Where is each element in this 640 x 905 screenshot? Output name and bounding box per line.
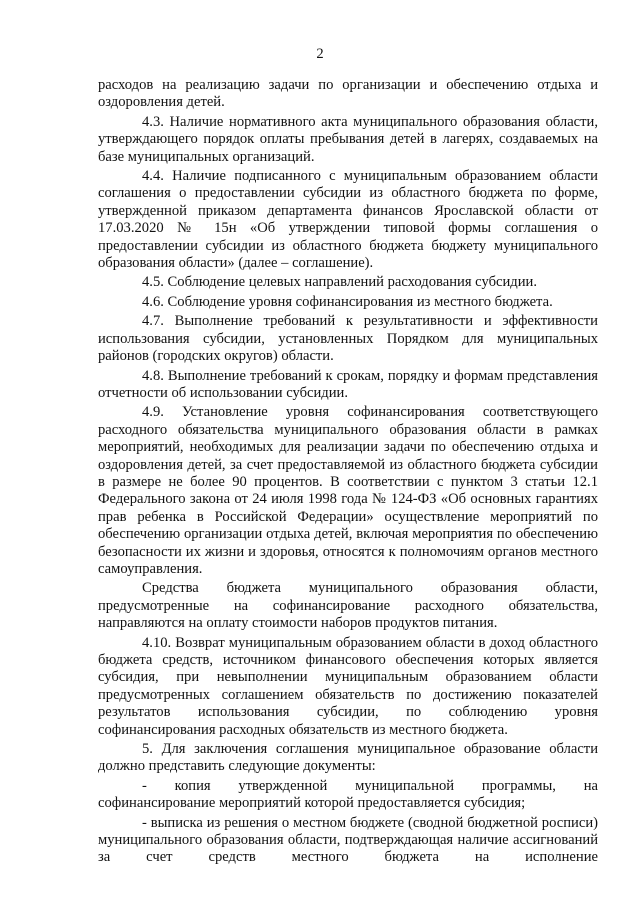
paragraph-4-5: 4.5. Соблюдение целевых направлений расходования субсидии. <box>142 274 537 291</box>
paragraph-4-9: 4.9. Установление уровня софинансирования соответствующего расходного обязательства муниципального образования области в рамках мероприятий, необходимых для реализации задачи по обеспечению отдыха и оздоровления детей, за счет предоставляемой из областного бюджета субсидии в размере не более 90 процентов. В соответствии с пунктом 3 статьи 12.1 Федерального закона от 24 июля 1998 года № 124-ФЗ «Об основных гарантиях прав ребенка в Российской Федерации» осуществление мероприятий по обеспечению организации отдыха детей, включая мероприятия по обеспечению безопасности их жизни и здоровья, относятся к полномочиям органов местного самоуправления. <box>98 404 598 577</box>
paragraph-4-10: 4.10. Возврат муниципальным образованием области в доход областного бюджета средств, источником финансового обеспечения которых является субсидия, при невыполнении муниципальным образованием области предусмотренных соглашением обязательств по достижению показателей результатов использования субсидии, по соблюдению уровня софинансирования расходных обязательств из местного бюджета. <box>98 634 598 738</box>
paragraph-4-4: 4.4. Наличие подписанного с муниципальным образованием области соглашения о предоставлении субсидии из областного бюджета по форме, утвержденной приказом департамента финансов Ярославской области от 17.03.2020 № 15н «Об утверждении типовой формы соглашения о предоставлении субсидии из областного бюджета бюджету муниципального образования области» (далее – соглашение). <box>98 168 598 272</box>
paragraph-4-6: 4.6. Соблюдение уровня софинансирования из местного бюджета. <box>142 293 553 310</box>
list-item-program-copy: - копия утвержденной муниципальной программы, на софинансирование мероприятий которой предоставляется субсидия; <box>98 777 598 812</box>
paragraph-continuation: расходов на реализацию задачи по организации и обеспечению отдыха и оздоровления детей. <box>98 77 598 111</box>
paragraph-4-3: 4.3. Наличие нормативного акта муниципального образования области, утверждающего порядок оплаты пребывания детей в лагерях, создаваемых на базе муниципальных организаций. <box>98 113 598 165</box>
page-number: 2 <box>316 46 324 62</box>
list-item-budget-extract: - выписка из решения о местном бюджете (сводной бюджетной росписи) муниципального образования области, подтверждающая наличие ассигнований за счет средств местного бюджета на исполнение <box>98 814 598 866</box>
document-body <box>98 77 598 867</box>
paragraph-4-7: 4.7. Выполнение требований к результативности и эффективности использования субсидии, установленных Порядком для муниципальных районов (городских округов) области. <box>98 313 598 365</box>
paragraph-funds: Средства бюджета муниципального образования области, предусмотренные на софинансирование расходного обязательства, направляются на оплату стоимости наборов продуктов питания. <box>98 580 598 632</box>
paragraph-5: 5. Для заключения соглашения муниципальное образование области должно представить следующие документы: <box>98 741 598 775</box>
paragraph-4-8: 4.8. Выполнение требований к срокам, порядку и формам представления отчетности об использовании субсидии. <box>98 367 598 401</box>
